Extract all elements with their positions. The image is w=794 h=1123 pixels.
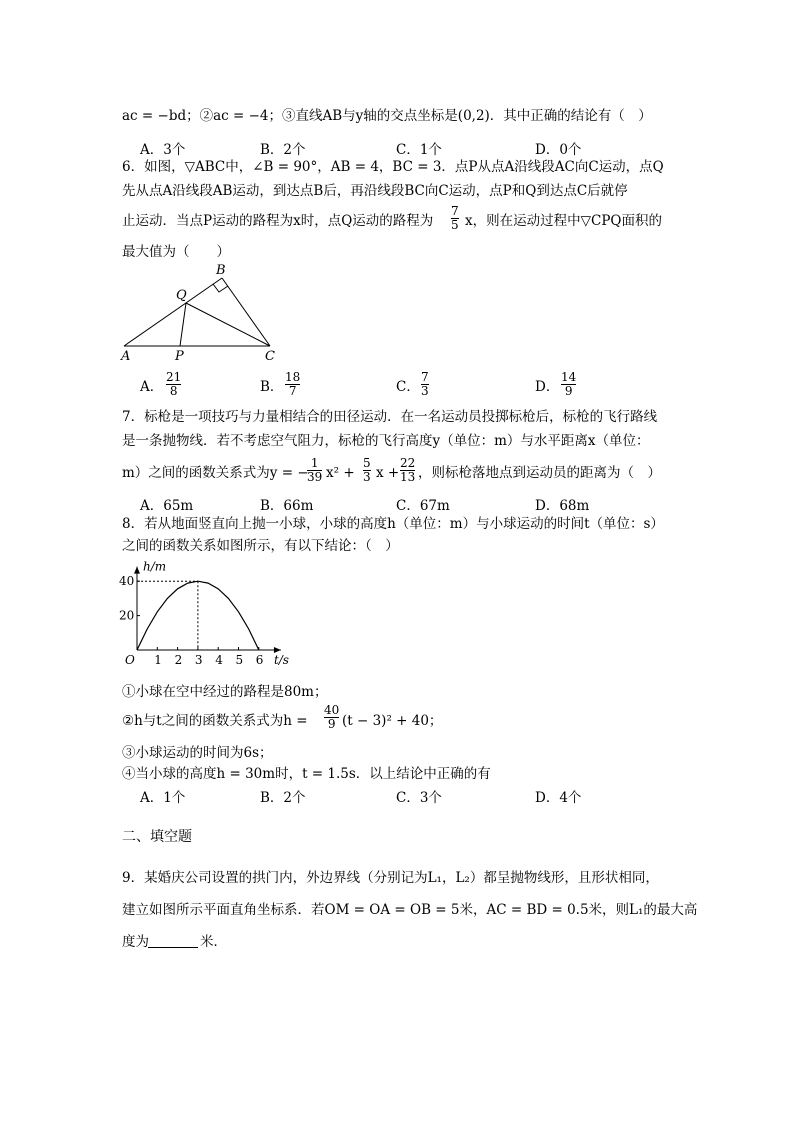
x-tick-label: 1	[154, 653, 162, 667]
q7-fraction-1	[307, 457, 322, 484]
q8-line-2: 之间的函数关系如图所示，有以下结论：（ ）	[122, 538, 399, 554]
q8-option-b[interactable]: B．2个	[260, 790, 306, 806]
q5-tail-line: ac = −bd；②ac = −4；③直线AB与y轴的交点坐标是(0,2)．其中正确的结论有（ ）	[122, 108, 652, 124]
q9-line-3a: 度为	[122, 934, 149, 950]
label-q: Q	[176, 288, 187, 303]
frac-den: 39	[307, 470, 323, 484]
x-tick-label: 4	[215, 653, 223, 667]
q8-conclusion-4: ④当小球的高度h = 30m时，t = 1.5s．以上结论中正确的有	[122, 766, 491, 782]
q7-fraction-3	[400, 457, 415, 484]
q6-option-a-fraction	[166, 371, 181, 398]
x-axis-label: t/s	[273, 653, 289, 667]
q9-line-1: 9．某婚庆公司设置的拱门内，外边界线（分别记为L₁，L₂）都呈抛物线形，且形状相同，	[122, 870, 659, 886]
label-a: A	[121, 349, 131, 364]
q6-option-d-letter[interactable]: D．	[535, 379, 560, 395]
y-axis-label: h/m	[143, 559, 167, 574]
q8-conclusion-2-fraction	[324, 704, 339, 731]
q7-fraction-2	[363, 457, 371, 484]
q9-line-2: 建立如图所示平面直角坐标系．若OM = OA = OB = 5米，AC = BD = 0.5米，则L₁的最大高	[122, 902, 698, 918]
q9-line-3b: 米．	[200, 934, 227, 950]
frac-den: 3	[421, 384, 429, 398]
q8-option-c[interactable]: C．3个	[396, 790, 442, 806]
q8-conclusion-1: ①小球在空中经过的路程是80m；	[122, 684, 328, 700]
q8-conclusion-2b: (t − 3)² + 40；	[342, 713, 443, 729]
q6-coef-fraction	[451, 205, 459, 232]
origin-label: O	[125, 653, 135, 667]
segment-qp	[180, 303, 186, 346]
frac-num: 7	[421, 370, 429, 384]
frac-den: 9	[327, 717, 336, 731]
x-tick-label: 2	[174, 653, 183, 667]
q9-answer-blank[interactable]	[148, 947, 198, 948]
q7-options	[140, 494, 700, 514]
q7-line-3a: m）之间的函数关系式为y = −	[122, 465, 309, 481]
q6-option-c-fraction	[421, 371, 429, 398]
q6-coef-num: 7	[451, 204, 459, 218]
q5-options	[140, 138, 700, 158]
q6-coef-den: 5	[451, 218, 459, 232]
frac-num: 14	[561, 370, 577, 384]
x-tick-label: 6	[255, 653, 264, 667]
q7-line-3b: x² +	[326, 465, 355, 481]
q6-line-2: 先从点A沿线段AB运动，到达点B后，再沿线段BC向C运动，点P和Q到达点C后就停	[122, 183, 628, 199]
frac-num: 21	[166, 370, 182, 384]
q7-option-d[interactable]: D．68m	[535, 498, 590, 514]
q8-options	[140, 786, 700, 806]
q7-line-3d: ，则标枪落地点到运动员的距离为（ ）	[418, 465, 661, 481]
q6-line-3a: 止运动．当点P运动的路程为x时，点Q运动的路程为	[122, 213, 434, 229]
frac-num: 18	[285, 370, 301, 384]
section-title: 二、填空题	[122, 829, 192, 845]
y-axis-arrow-icon	[134, 567, 140, 574]
label-c: C	[265, 349, 275, 364]
y-tick-label: 20	[119, 608, 135, 623]
q6-option-b-letter[interactable]: B．	[260, 379, 284, 395]
q7-line-3c: x +	[376, 465, 400, 481]
frac-num: 40	[324, 703, 340, 717]
x-axis-arrow-icon	[274, 647, 281, 653]
label-p: P	[175, 349, 184, 364]
q8-option-d[interactable]: D．4个	[535, 790, 582, 806]
side-bc	[222, 278, 270, 346]
q8-option-a[interactable]: A．1个	[140, 790, 186, 806]
q5-option-d[interactable]: D．0个	[535, 142, 582, 158]
segment-qc	[186, 303, 270, 346]
q6-line-1: 6．如图，▽ABC中，∠B = 90°，AB = 4，BC = 3．点P从点A沿线段AC向C运动，点Q	[122, 159, 664, 175]
q7-line-1: 7．标枪是一项技巧与力量相结合的田径运动．在一名运动员投掷标枪后，标枪的飞行路线	[122, 409, 658, 425]
parabola-series-line	[137, 581, 259, 650]
frac-num: 22	[400, 456, 416, 470]
x-tick-label: 3	[194, 653, 203, 667]
q8-line-1: 8．若从地面竖直向上抛一小球，小球的高度h（单位：m）与小球运动的时间t（单位：s）	[122, 516, 664, 532]
frac-num: 1	[310, 456, 319, 470]
label-b: B	[216, 263, 226, 278]
y-tick-label: 40	[119, 574, 135, 589]
q7-option-b[interactable]: B．66m	[260, 498, 314, 514]
frac-num: 5	[363, 456, 371, 470]
q6-option-b-fraction	[285, 371, 300, 398]
q5-option-c[interactable]: C．1个	[396, 142, 442, 158]
q6-option-c-letter[interactable]: C．	[396, 379, 420, 395]
q6-option-a-letter[interactable]: A．	[140, 379, 164, 395]
q5-option-a[interactable]: A．3个	[140, 142, 186, 158]
q7-option-c[interactable]: C．67m	[396, 498, 450, 514]
q5-option-b[interactable]: B．2个	[260, 142, 306, 158]
frac-den: 13	[400, 470, 416, 484]
q6-line-3b: x，则在运动过程中▽CPQ面积的	[465, 213, 662, 229]
x-tick-label: 5	[235, 653, 244, 667]
q6-option-d-fraction	[561, 371, 576, 398]
q6-line-4: 最大值为（ ）	[122, 244, 230, 260]
frac-den: 8	[169, 384, 178, 398]
frac-den: 3	[363, 470, 371, 484]
q7-option-a[interactable]: A．65m	[140, 498, 194, 514]
q8-conclusion-3: ③小球运动的时间为6s；	[122, 745, 273, 761]
frac-den: 7	[288, 384, 297, 398]
side-ab	[124, 278, 222, 346]
right-angle-mark	[213, 284, 228, 292]
frac-den: 9	[564, 384, 573, 398]
q7-line-2: 是一条抛物线．若不考虑空气阻力，标枪的飞行高度y（单位：m）与水平距离x（单位：	[122, 433, 650, 449]
q8-conclusion-2a: ②h与t之间的函数关系式为h =	[122, 713, 308, 729]
